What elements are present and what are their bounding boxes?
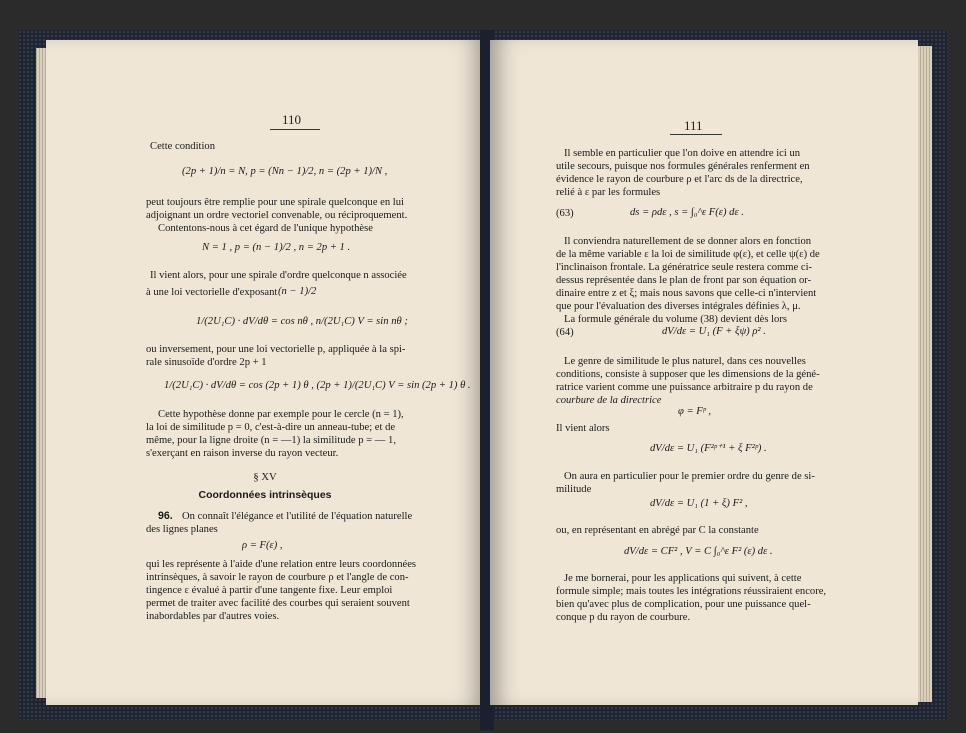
text-line: utile secours, puisque nos formules générales renferment en <box>556 161 810 172</box>
text-line: adjoignant un ordre vectoriel convenable, ou réciproquement. <box>146 210 408 221</box>
text-line: La formule générale du volume (38) devient dès lors <box>564 314 787 325</box>
equation: dV/dε = U₁ (F + ξψ) ρ² . <box>662 326 766 337</box>
equation: (n − 1)/2 <box>278 286 317 297</box>
text-line: inabordables par d'autres voies. <box>146 611 280 622</box>
text-line: permet de traiter avec facilité des courbes qui seraient souvent <box>146 598 410 609</box>
text-line: que pour l'évaluation des diverses intégrales définies λ, μ. <box>556 301 801 312</box>
page-number-left: 110 <box>282 112 302 127</box>
text-line: Cette condition <box>150 141 216 152</box>
text-line: la loi de similitude p = 0, c'est-à-dire un anneau-tube; et de <box>146 422 396 433</box>
text-line: bien qu'avec plus de complication, pour une puissance quel- <box>556 599 811 610</box>
text-line: Il vient alors <box>556 423 610 434</box>
text-line: Il vient alors, pour une spirale d'ordre quelconque n associée <box>150 270 407 281</box>
text-line: à une loi vectorielle d'exposant <box>146 287 278 298</box>
equation: dV/dε = U₁ (F²ᵖ⁺¹ + ξ F²ᵖ) . <box>650 443 767 454</box>
text-line: ratrice varient comme une puissance arbitraire p du rayon de <box>556 382 813 393</box>
equation: 1/(2U₁C) · dV/dθ = cos nθ , n/(2U₁C) V = sin nθ ; <box>196 316 408 327</box>
page-edges-left <box>36 48 46 698</box>
section-title: Coordonnées intrinsèques <box>198 489 332 501</box>
text-line: relié à ε par les formules <box>556 187 661 198</box>
text-line: de la même variable ε la loi de similitude φ(ε), et celle ψ(ε) de <box>556 249 820 260</box>
text-line: même, pour la ligne droite (n = —1) la similitude p = — 1, <box>146 435 396 446</box>
text-line: dinaire entre z et ξ; mais nous savons que celle-ci n'intervient <box>556 288 817 299</box>
right-page <box>490 40 918 705</box>
text-line: l'inclinaison frontale. La génératrice seule restera comme ci- <box>556 262 813 273</box>
header-rule <box>670 134 722 135</box>
text-line: évidence le rayon de courbure ρ et l'arc ds de la directrice, <box>556 174 803 185</box>
text-line: conque p du rayon de courbure. <box>556 612 691 623</box>
text-line: Contentons-nous à cet égard de l'unique hypothèse <box>158 223 373 234</box>
text-line: peut toujours être remplie pour une spirale quelconque en lui <box>146 197 404 208</box>
equation: N = 1 , p = (n − 1)/2 , n = 2p + 1 . <box>202 242 351 253</box>
equation-label: (63) <box>556 208 574 219</box>
equation: φ = Fᵖ , <box>678 406 712 417</box>
text-line: ou, en représentant en abrégé par C la constante <box>556 525 759 536</box>
page-edges-right <box>918 46 932 702</box>
text-line: Le genre de similitude le plus naturel, dans ces nouvelles <box>564 356 806 367</box>
paragraph-number: 96. <box>158 510 173 522</box>
text-line: Je me bornerai, pour les applications qui suivent, à cette <box>564 573 802 584</box>
text-line: formule simple; mais toutes les intégrations réussiraient encore, <box>556 586 827 597</box>
left-page <box>46 40 484 705</box>
equation: dV/dε = U₁ (1 + ξ) F² , <box>650 498 748 509</box>
text-line: rale sinusoïde d'ordre 2p + 1 <box>146 357 267 368</box>
text-line: Il conviendra naturellement de se donner alors en fonction <box>564 236 812 247</box>
text-line: Il semble en particulier que l'on doive en attendre ici un <box>564 148 801 159</box>
text-line: intrinsèques, à savoir le rayon de courbure ρ et l'angle de con- <box>146 572 409 583</box>
section-number: § XV <box>253 472 277 483</box>
equation: dV/dε = CF² , V = C ∫₀^ε F² (ε) dε . <box>624 546 773 557</box>
text-line: des lignes planes <box>146 524 218 535</box>
equation: 1/(2U₁C) · dV/dθ = cos (2p + 1) θ , (2p + 1)/(2U₁C) V = sin (2p + 1) θ . <box>164 380 471 391</box>
header-rule <box>270 129 320 130</box>
page-number-right: 111 <box>684 118 703 133</box>
text-line: ou inversement, pour une loi vectorielle p, appliquée à la spi- <box>146 344 406 355</box>
text-line: tingence ε évalué à partir d'une tangente fixe. Leur emploi <box>146 585 393 596</box>
equation: (2p + 1)/n = N, p = (Nn − 1)/2, n = (2p + 1)/N , <box>182 166 388 177</box>
text-line: s'exerçant en raison inverse du rayon vecteur. <box>146 448 339 459</box>
text-line: qui les représente à l'aide d'une relation entre leurs coordonnées <box>146 559 417 570</box>
equation: ρ = F(ε) , <box>242 540 283 551</box>
text-line: courbure de la directrice <box>556 395 662 406</box>
equation-label: (64) <box>556 327 574 338</box>
text-line: On aura en particulier pour le premier ordre du genre de si- <box>564 471 815 482</box>
text-line: conditions, consiste à supposer que les dimensions de la géné- <box>556 369 820 380</box>
equation: ds = ρdε , s = ∫₀^ε F(ε) dε . <box>630 207 744 218</box>
text-line: militude <box>556 484 592 495</box>
text-line: Cette hypothèse donne par exemple pour le cercle (n = 1), <box>158 409 404 420</box>
text-line: dessus représentée dans le plan de front par son équation or- <box>556 275 812 286</box>
text-line: On connaît l'élégance et l'utilité de l'équation naturelle <box>182 511 413 522</box>
